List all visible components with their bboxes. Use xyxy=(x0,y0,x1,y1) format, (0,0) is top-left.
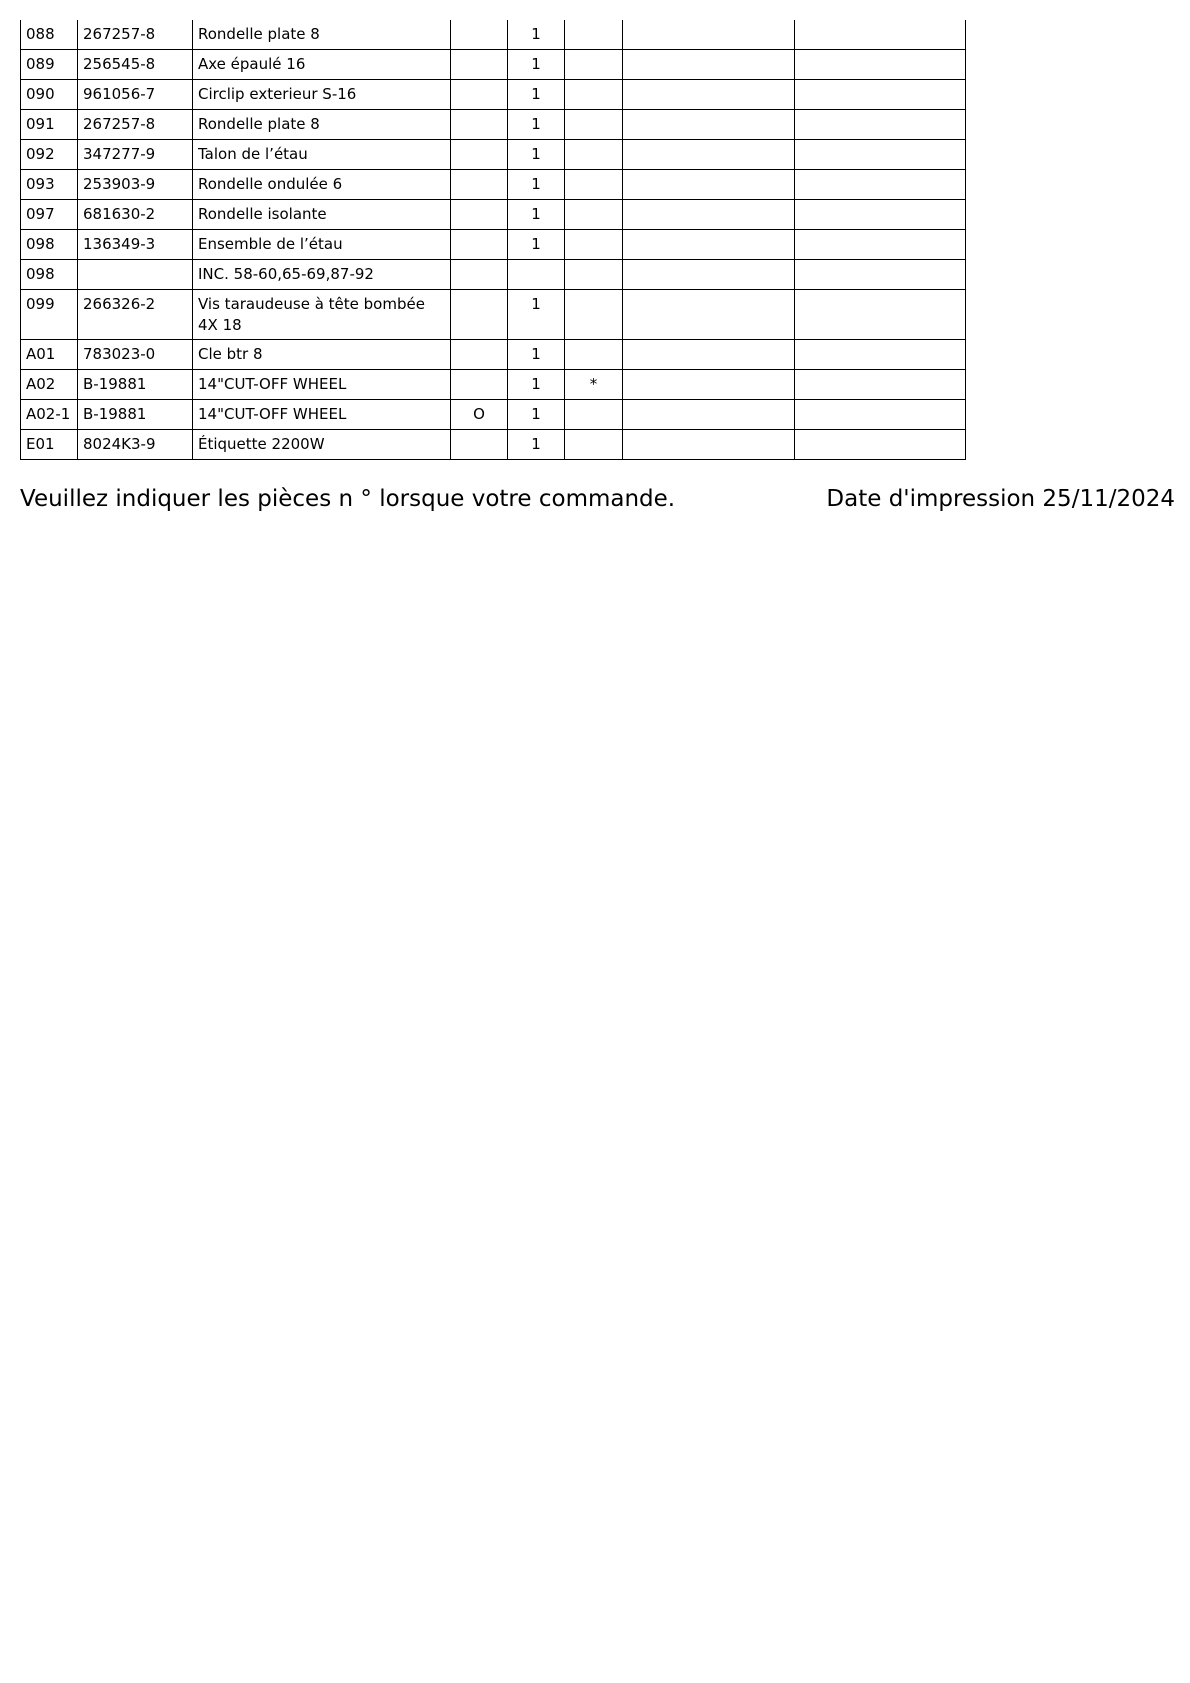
cell-extra-1 xyxy=(623,230,795,260)
cell-option xyxy=(451,430,508,460)
cell-description: 14"CUT-OFF WHEEL xyxy=(193,370,451,400)
cell-option xyxy=(451,170,508,200)
table-row xyxy=(21,340,966,370)
cell-description: Rondelle isolante xyxy=(193,200,451,230)
cell-part-reference: 267257-8 xyxy=(78,110,193,140)
table-row xyxy=(21,370,966,400)
cell-quantity: 1 xyxy=(508,80,565,110)
cell-option xyxy=(451,370,508,400)
cell-part-reference: B-19881 xyxy=(78,400,193,430)
cell-option xyxy=(451,290,508,340)
cell-description: Cle btr 8 xyxy=(193,340,451,370)
cell-mark xyxy=(565,110,623,140)
cell-option xyxy=(451,340,508,370)
cell-extra-2 xyxy=(795,260,966,290)
cell-extra-2 xyxy=(795,400,966,430)
cell-item-number: 091 xyxy=(21,110,78,140)
cell-part-reference: 347277-9 xyxy=(78,140,193,170)
cell-mark xyxy=(565,200,623,230)
cell-part-reference xyxy=(78,260,193,290)
table-row xyxy=(21,50,966,80)
cell-option xyxy=(451,230,508,260)
cell-extra-1 xyxy=(623,110,795,140)
table-row xyxy=(21,430,966,460)
table-row xyxy=(21,230,966,260)
cell-extra-1 xyxy=(623,370,795,400)
cell-quantity: 1 xyxy=(508,20,565,50)
cell-extra-2 xyxy=(795,200,966,230)
cell-item-number: 097 xyxy=(21,200,78,230)
cell-option xyxy=(451,260,508,290)
table-row xyxy=(21,200,966,230)
cell-extra-1 xyxy=(623,430,795,460)
cell-quantity xyxy=(508,260,565,290)
cell-item-number: A02 xyxy=(21,370,78,400)
table-row xyxy=(21,400,966,430)
cell-mark xyxy=(565,290,623,340)
cell-quantity: 1 xyxy=(508,340,565,370)
cell-description: Vis taraudeuse à tête bombée 4X 18 xyxy=(193,290,451,340)
cell-extra-1 xyxy=(623,50,795,80)
cell-quantity: 1 xyxy=(508,170,565,200)
cell-part-reference: 961056-7 xyxy=(78,80,193,110)
cell-quantity: 1 xyxy=(508,200,565,230)
cell-item-number: 089 xyxy=(21,50,78,80)
cell-item-number: 098 xyxy=(21,260,78,290)
cell-extra-2 xyxy=(795,290,966,340)
cell-part-reference: 253903-9 xyxy=(78,170,193,200)
cell-mark: * xyxy=(565,370,623,400)
cell-option: O xyxy=(451,400,508,430)
cell-description: Ensemble de l’étau xyxy=(193,230,451,260)
cell-part-reference: B-19881 xyxy=(78,370,193,400)
cell-item-number: 088 xyxy=(21,20,78,50)
cell-extra-1 xyxy=(623,400,795,430)
cell-item-number: 093 xyxy=(21,170,78,200)
table-row xyxy=(21,110,966,140)
cell-description: Talon de l’étau xyxy=(193,140,451,170)
cell-mark xyxy=(565,430,623,460)
cell-quantity: 1 xyxy=(508,140,565,170)
cell-quantity: 1 xyxy=(508,50,565,80)
cell-extra-1 xyxy=(623,340,795,370)
cell-mark xyxy=(565,340,623,370)
cell-extra-2 xyxy=(795,170,966,200)
cell-extra-2 xyxy=(795,20,966,50)
cell-part-reference: 267257-8 xyxy=(78,20,193,50)
cell-extra-2 xyxy=(795,230,966,260)
cell-part-reference: 8024K3-9 xyxy=(78,430,193,460)
cell-extra-2 xyxy=(795,140,966,170)
cell-item-number: 090 xyxy=(21,80,78,110)
cell-mark xyxy=(565,80,623,110)
cell-description: Rondelle plate 8 xyxy=(193,20,451,50)
cell-extra-1 xyxy=(623,290,795,340)
cell-mark xyxy=(565,260,623,290)
order-instruction-note: Veuillez indiquer les pièces n ° lorsque votre commande. xyxy=(20,486,676,512)
cell-part-reference: 681630-2 xyxy=(78,200,193,230)
cell-description: 14"CUT-OFF WHEEL xyxy=(193,400,451,430)
cell-extra-1 xyxy=(623,260,795,290)
cell-description: INC. 58-60,65-69,87-92 xyxy=(193,260,451,290)
cell-extra-2 xyxy=(795,430,966,460)
print-date: Date d'impression 25/11/2024 xyxy=(826,486,1175,512)
cell-option xyxy=(451,80,508,110)
table-row xyxy=(21,20,966,50)
cell-extra-1 xyxy=(623,140,795,170)
cell-part-reference: 783023-0 xyxy=(78,340,193,370)
parts-table xyxy=(20,20,966,460)
cell-description: Rondelle plate 8 xyxy=(193,110,451,140)
table-row xyxy=(21,260,966,290)
cell-item-number: E01 xyxy=(21,430,78,460)
table-row xyxy=(21,140,966,170)
cell-item-number: A01 xyxy=(21,340,78,370)
cell-quantity: 1 xyxy=(508,430,565,460)
cell-item-number: A02-1 xyxy=(21,400,78,430)
cell-extra-1 xyxy=(623,200,795,230)
cell-mark xyxy=(565,230,623,260)
cell-item-number: 098 xyxy=(21,230,78,260)
table-row xyxy=(21,170,966,200)
cell-part-reference: 256545-8 xyxy=(78,50,193,80)
cell-quantity: 1 xyxy=(508,110,565,140)
cell-mark xyxy=(565,400,623,430)
cell-description: Rondelle ondulée 6 xyxy=(193,170,451,200)
cell-option xyxy=(451,200,508,230)
cell-extra-1 xyxy=(623,80,795,110)
cell-extra-2 xyxy=(795,50,966,80)
cell-extra-2 xyxy=(795,340,966,370)
cell-item-number: 099 xyxy=(21,290,78,340)
cell-quantity: 1 xyxy=(508,400,565,430)
cell-option xyxy=(451,50,508,80)
cell-description: Axe épaulé 16 xyxy=(193,50,451,80)
cell-option xyxy=(451,20,508,50)
cell-description: Étiquette 2200W xyxy=(193,430,451,460)
cell-option xyxy=(451,110,508,140)
cell-item-number: 092 xyxy=(21,140,78,170)
cell-option xyxy=(451,140,508,170)
cell-part-reference: 266326-2 xyxy=(78,290,193,340)
cell-extra-2 xyxy=(795,80,966,110)
cell-mark xyxy=(565,140,623,170)
cell-mark xyxy=(565,170,623,200)
cell-extra-2 xyxy=(795,370,966,400)
parts-table-body xyxy=(21,20,966,460)
cell-quantity: 1 xyxy=(508,370,565,400)
table-row xyxy=(21,290,966,340)
cell-quantity: 1 xyxy=(508,290,565,340)
cell-quantity: 1 xyxy=(508,230,565,260)
cell-mark xyxy=(565,20,623,50)
cell-extra-2 xyxy=(795,110,966,140)
cell-extra-1 xyxy=(623,170,795,200)
cell-extra-1 xyxy=(623,20,795,50)
table-row xyxy=(21,80,966,110)
cell-mark xyxy=(565,50,623,80)
cell-description: Circlip exterieur S-16 xyxy=(193,80,451,110)
cell-part-reference: 136349-3 xyxy=(78,230,193,260)
